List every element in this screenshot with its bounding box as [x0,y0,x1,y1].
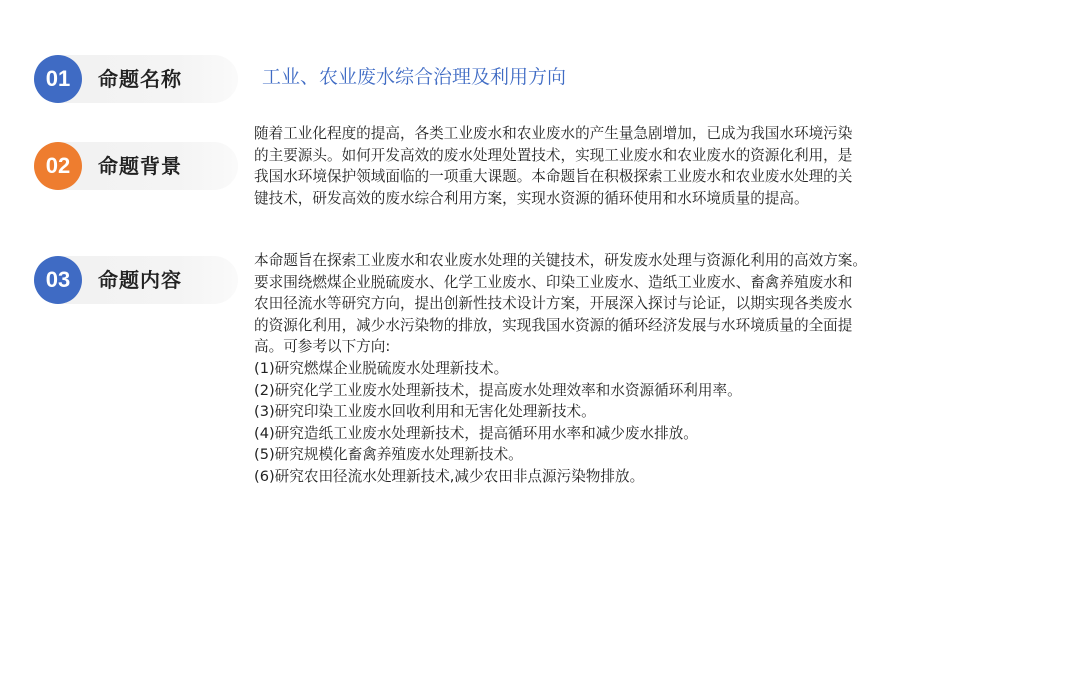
background-paragraph [254,123,1014,209]
proposition-title: 工业、农业废水综合治理及利用方向 [262,66,567,88]
content-paragraph [254,250,1014,488]
paragraph-line: 农田径流水等研究方向，提出创新性技术设计方案，开展深入探讨与论证，以期实现各类废水 [254,295,853,313]
paragraph-line: 我国水环境保护领域面临的一项重大课题。本命题旨在积极探索工业废水和农业废水处理的关 [254,168,853,186]
list-item: (3)研究印染工业废水回收利用和无害化处理新技术。 [254,403,596,421]
section-header-background [34,142,238,190]
paragraph-line: 高。可参考以下方向: [254,338,391,356]
section-number-badge: 01 [34,55,82,103]
section-number-badge: 02 [34,142,82,190]
section-number-badge: 03 [34,256,82,304]
list-item: (4)研究造纸工业废水处理新技术，提高循环用水率和减少废水排放。 [254,424,698,442]
list-item: (1)研究燃煤企业脱硫废水处理新技术。 [254,359,509,377]
section-label: 命题名称 [98,67,182,91]
paragraph-line: 键技术，研发高效的废水综合利用方案，实现水资源的循环使用和水环境质量的提高。 [254,189,809,207]
section-label: 命题内容 [98,268,182,292]
section-header-content [34,256,238,304]
paragraph-line: 随着工业化程度的提高，各类工业废水和农业废水的产生量急剧增加，已成为我国水环境污染 [254,125,853,142]
list-item: (2)研究化学工业废水处理新技术，提高废水处理效率和水资源循环利用率。 [254,381,742,399]
section-header-name [34,55,238,103]
paragraph-line: 的主要源头。如何开发高效的废水处理处置技术，实现工业废水和农业废水的资源化利用，是 [254,146,853,164]
list-item: (6)研究农田径流水处理新技术,减少农田非点源污染物排放。 [254,467,645,485]
list-item: (5)研究规模化畜禽养殖废水处理新技术。 [254,446,523,464]
section-label: 命题背景 [98,154,182,178]
paragraph-line: 本命题旨在探索工业废水和农业废水处理的关键技术，研发废水处理与资源化利用的高效方案。 [254,252,867,269]
paragraph-line: 要求围绕燃煤企业脱硫废水、化学工业废水、印染工业废水、造纸工业废水、畜禽养殖废水和 [254,273,853,291]
paragraph-line: 的资源化利用，减少水污染物的排放，实现我国水资源的循环经济发展与水环境质量的全面提 [254,316,853,334]
